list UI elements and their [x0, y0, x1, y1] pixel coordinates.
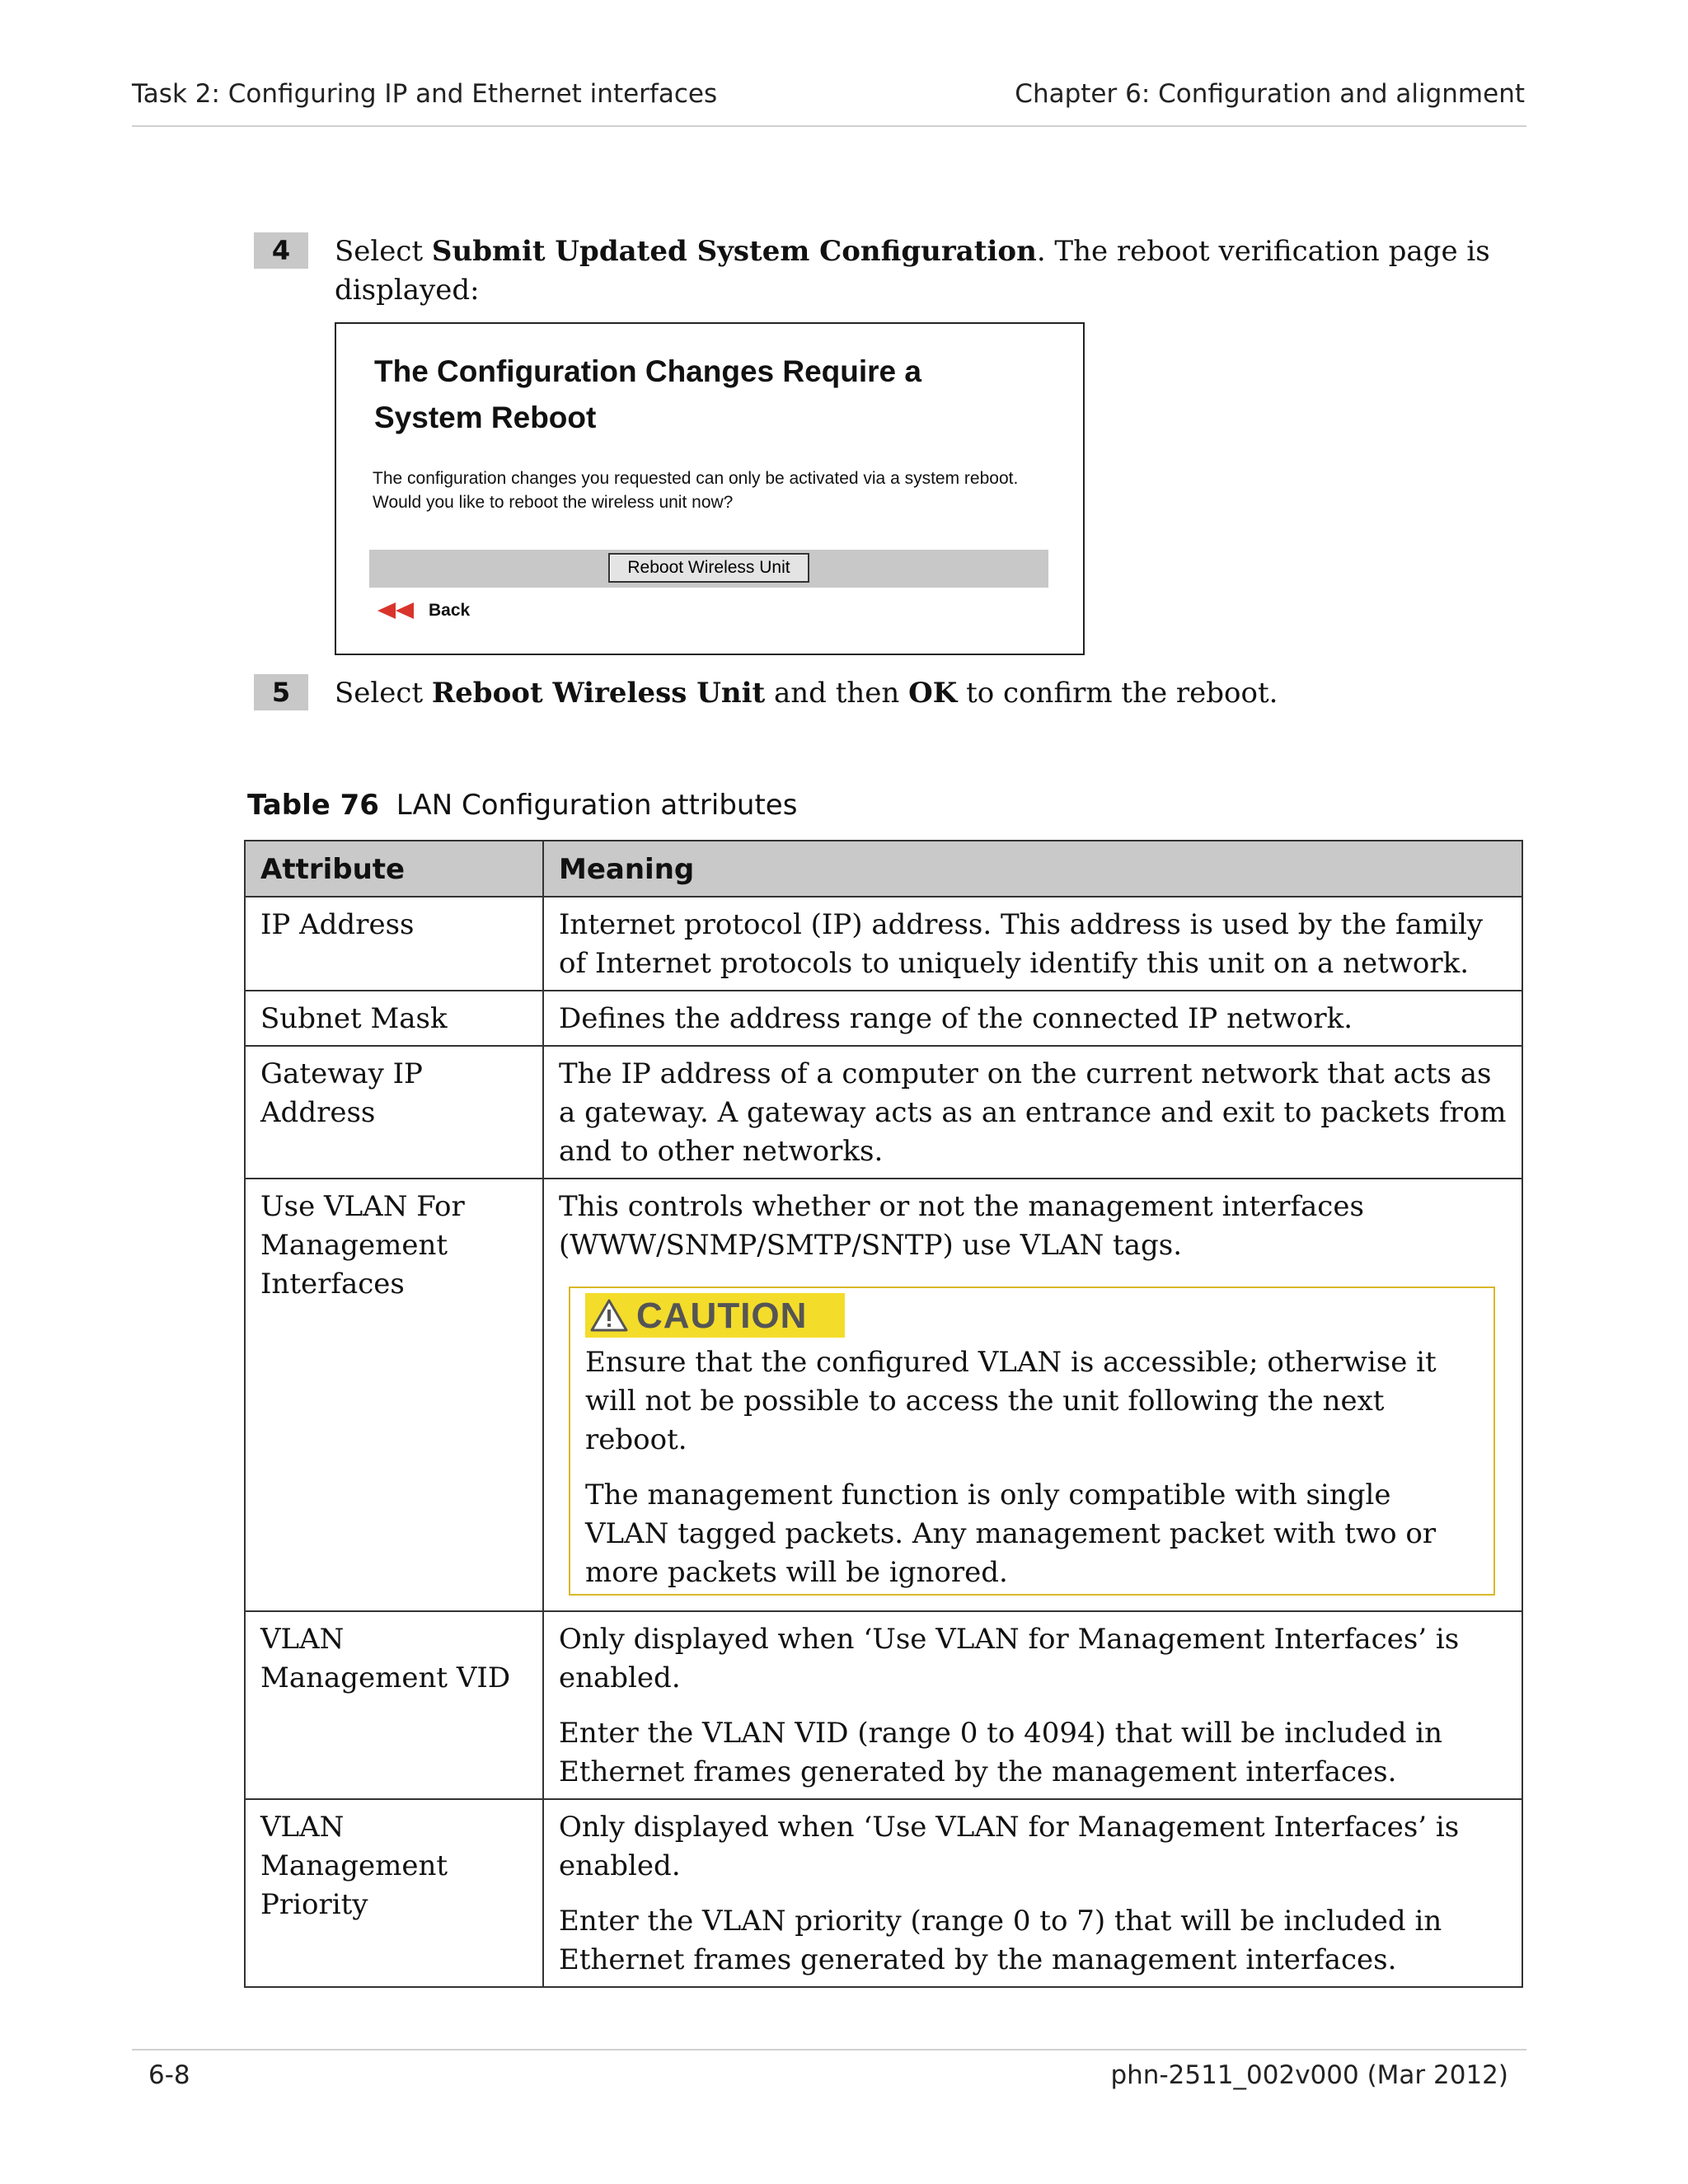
- attribute-cell: VLAN Management Priority: [245, 1799, 543, 1987]
- meaning-cell: Only displayed when ‘Use VLAN for Management Interfaces’ is enabled. Enter the VLAN priority (range 0 to 7) that will be included in Ethernet frames generated by the management interfaces.: [543, 1799, 1522, 1987]
- table-row: [245, 1046, 1522, 1179]
- table-row: [245, 897, 1522, 991]
- column-header-attribute: Attribute: [245, 841, 543, 897]
- table-caption-label: Table 76: [247, 789, 379, 822]
- meaning-cell: This controls whether or not the management interfaces (WWW/SNMP/SMTP/SNTP) use VLAN tags. CAUTION Ensure that the configured VLAN is accessible; otherwise it will not be possible to access the unit following the next reboot. The management function is only compatible with single VLAN tagged packets. Any management packet with two or more packets will be ignored.: [543, 1179, 1522, 1611]
- meaning-cell: Only displayed when ‘Use VLAN for Management Interfaces’ is enabled. Enter the VLAN VID (range 0 to 4094) that will be included in Ethernet frames generated by the management interfaces.: [543, 1611, 1522, 1799]
- reboot-verification-dialog: [335, 322, 1085, 655]
- table-caption: [247, 789, 797, 822]
- attribute-cell: VLAN Management VID: [245, 1611, 543, 1799]
- column-header-meaning: Meaning: [543, 841, 1522, 897]
- attribute-cell: Use VLAN For Management Interfaces: [245, 1179, 543, 1611]
- step-4: [254, 232, 1531, 310]
- page-footer: [148, 2060, 1508, 2090]
- step-number: 4: [254, 232, 308, 269]
- warning-triangle-icon: [590, 1298, 628, 1333]
- page-header: [132, 79, 1525, 109]
- header-section-title: Task 2: Configuring IP and Ethernet interfaces: [132, 79, 718, 109]
- step-5: [254, 674, 1531, 713]
- table-caption-text: LAN Configuration attributes: [396, 789, 798, 822]
- step-bold-term: Submit Updated System Configuration: [431, 235, 1037, 268]
- dialog-button-bar: [369, 550, 1048, 588]
- header-chapter-title: Chapter 6: Configuration and alignment: [1015, 79, 1525, 109]
- footer-divider: [132, 2049, 1526, 2050]
- attribute-cell: IP Address: [245, 897, 543, 991]
- dialog-message: The configuration changes you requested can only be activated via a system reboot. Would you like to reboot the wireless unit now?: [373, 469, 1019, 512]
- meaning-cell: Internet protocol (IP) address. This address is used by the family of Internet protocols to uniquely identify this unit on a network.: [543, 897, 1522, 991]
- document-id: phn-2511_002v000 (Mar 2012): [1110, 2060, 1508, 2090]
- table-row: [245, 991, 1522, 1046]
- attribute-cell: Subnet Mask: [245, 991, 543, 1046]
- caution-paragraph: Ensure that the configured VLAN is accessible; otherwise it will not be possible to access the unit following the next reboot.: [585, 1346, 1437, 1456]
- caution-badge: [585, 1293, 845, 1338]
- step-text: Select Reboot Wireless Unit and then OK to confirm the reboot.: [335, 677, 1278, 710]
- table-row: [245, 1799, 1522, 1987]
- table-row: [245, 1611, 1522, 1799]
- header-divider: [132, 125, 1526, 127]
- lan-configuration-table: [244, 840, 1523, 1988]
- double-left-arrow-icon: [377, 602, 417, 619]
- attribute-cell: Gateway IP Address: [245, 1046, 543, 1179]
- reboot-wireless-unit-button[interactable]: Reboot Wireless Unit: [608, 553, 809, 583]
- step-number: 5: [254, 674, 308, 710]
- step-bold-term: Reboot Wireless Unit: [431, 677, 766, 710]
- caution-box: [569, 1286, 1495, 1596]
- caution-paragraph: The management function is only compatible with single VLAN tagged packets. Any management packet with two or more packets will be ignored.: [585, 1479, 1437, 1589]
- step-bold-term: OK: [908, 677, 958, 710]
- back-link[interactable]: [377, 601, 470, 621]
- meaning-cell: Defines the address range of the connected IP network.: [543, 991, 1522, 1046]
- table-header-row: [245, 841, 1522, 897]
- back-link-label: Back: [429, 601, 471, 620]
- meaning-cell: The IP address of a computer on the current network that acts as a gateway. A gateway acts as an entrance and exit to packets from and to other networks.: [543, 1046, 1522, 1179]
- step-text: Select Submit Updated System Configuration. The reboot verification page is displayed:: [335, 235, 1490, 307]
- caution-label: CAUTION: [636, 1295, 808, 1336]
- page-number: 6-8: [148, 2060, 190, 2090]
- table-row: [245, 1179, 1522, 1611]
- dialog-title: The Configuration Changes Require a System Reboot: [374, 354, 921, 434]
